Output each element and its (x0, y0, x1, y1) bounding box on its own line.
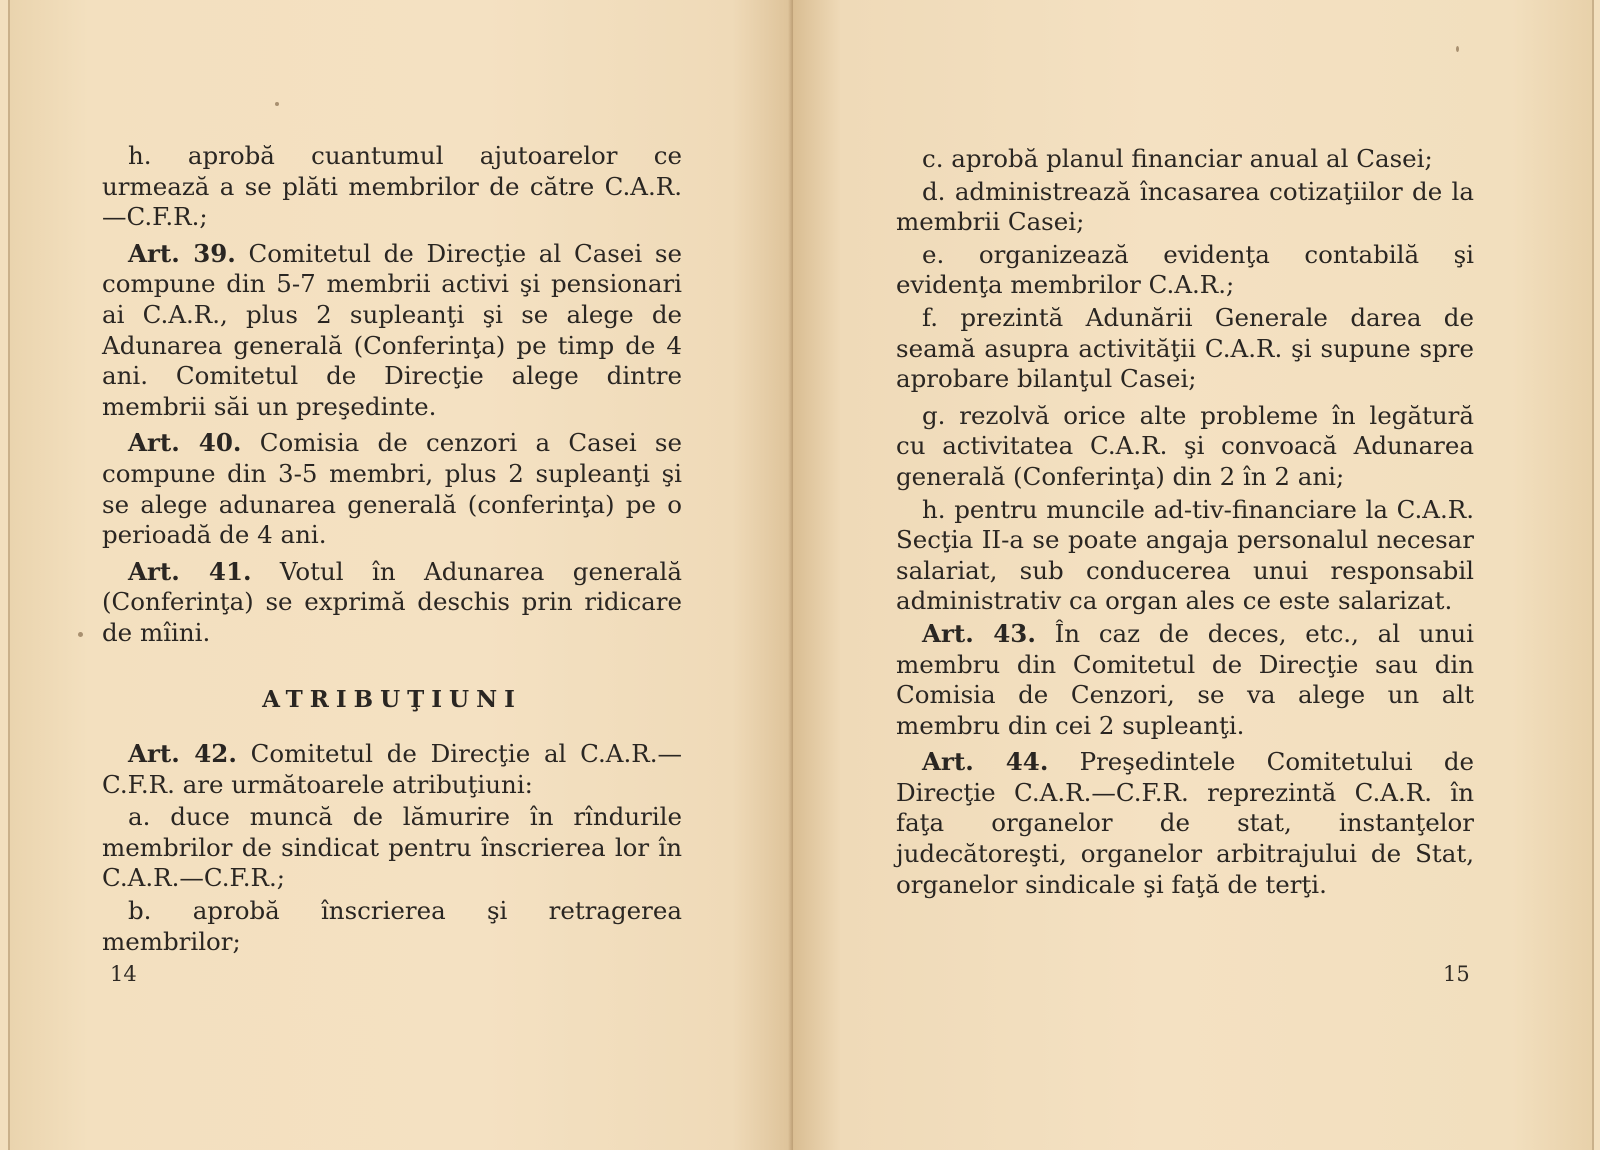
paragraph-text: d. administrează încasarea cotizaţiilor de la membrii Casei; (896, 176, 1474, 237)
article-label: Art. 39. (128, 238, 236, 268)
article-label: Art. 42. (128, 739, 237, 769)
article-40 (102, 428, 682, 550)
paragraph-b (102, 896, 682, 957)
paragraph-e (896, 240, 1474, 301)
article-label: Art. 44. (922, 747, 1049, 777)
article-text: Votul în Adunarea generală (Conferinţa) se exprimă deschis prin ridicare de mîini. (102, 556, 682, 647)
paragraph-a (102, 802, 682, 894)
left-page (8, 0, 795, 1158)
paper-speck (275, 102, 279, 106)
paragraph-g (896, 401, 1474, 493)
paper-speck (1456, 46, 1459, 52)
right-page (793, 0, 1594, 1158)
paragraph-text: f. prezintă Adunării Generale darea de seamă asupra activităţii C.A.R. şi supune spre aprobare bilanţul Casei; (896, 302, 1474, 394)
paragraph-text: b. aprobă înscrierea şi retragerea membrilor; (102, 896, 682, 956)
page-number: 15 (1443, 962, 1470, 986)
article-text: Comitetul de Direcţie al Casei se compune din 5-7 membrii activi şi pensionari ai C.A.R., plus 2 supleanţi şi se alege de Adunarea generală (Conferinţa) pe timp de 4 ani. Comitetul de Direcţie alege dintre membrii săi un preşedinte. (102, 238, 682, 421)
article-43 (896, 619, 1474, 741)
paragraph-c (896, 144, 1474, 175)
article-label: Art. 41. (128, 556, 252, 586)
paragraph-text: c. aprobă planul financiar anual al Casei; (922, 144, 1433, 173)
left-page-text (102, 141, 682, 959)
section-title: ATRIBUŢIUNI (262, 685, 522, 713)
article-42 (102, 739, 682, 800)
paragraph-d (896, 177, 1474, 238)
article-text: Comisia de cenzori a Casei se compune din 3-5 membri, plus 2 supleanţi şi se alege adunarea generală (conferinţa) pe o perioadă de 4 ani. (102, 428, 683, 550)
paragraph-text: g. rezolvă orice alte probleme în legătură cu activitatea C.A.R. şi convoacă Adunarea generală (Conferinţa) din 2 în 2 ani; (896, 400, 1474, 491)
article-text: Preşedintele Comitetului de Direcţie C.A.R.—C.F.R. reprezintă C.A.R. în faţa organelor de stat, instanţelor judecătoreşti, organelor arbitrajului de Stat, organelor sindicale şi faţă de terţi. (896, 747, 1474, 899)
paragraph-text: h. pentru muncile ad-tiv-financiare la C.A.R. Secţia II-a se poate angaja personalul necesar salariat, sub conducerea unui responsabil administrativ ca organ ales ce este salarizat. (896, 494, 1474, 616)
article-44 (896, 747, 1474, 900)
right-page-text (896, 144, 1474, 906)
paragraph-text: a. duce muncă de lămurire în rîndurile membrilor de sindicat pentru înscrierea lor în C.A.R.—C.F.R.; (102, 802, 682, 893)
paragraph-text: e. organizează evidenţa contabilă şi evidenţa membrilor C.A.R.; (896, 239, 1474, 300)
article-39 (102, 239, 682, 423)
scan-bottom-edge (0, 1150, 1600, 1158)
paragraph-h-right (896, 495, 1474, 617)
paragraph-h-left (102, 141, 682, 233)
article-label: Art. 40. (128, 428, 242, 458)
article-text: În caz de deces, etc., al unui membru din Comitetul de Direcţie sau din Comisia de Cenzori, se va alege un alt membru din cei 2 supleanţi. (896, 618, 1474, 740)
page-number: 14 (110, 962, 137, 986)
article-41 (102, 557, 682, 649)
paper-speck (78, 632, 83, 637)
article-text: Comitetul de Direcţie al C.A.R.—C.F.R. are următoarele atribuţiuni: (102, 739, 683, 799)
paragraph-f (896, 303, 1474, 395)
paragraph-text: h. aprobă cuantumul ajutoarelor ce urmează a se plăti membrilor de către C.A.R.—C.F.R.; (102, 141, 682, 232)
article-label: Art. 43. (922, 618, 1036, 648)
